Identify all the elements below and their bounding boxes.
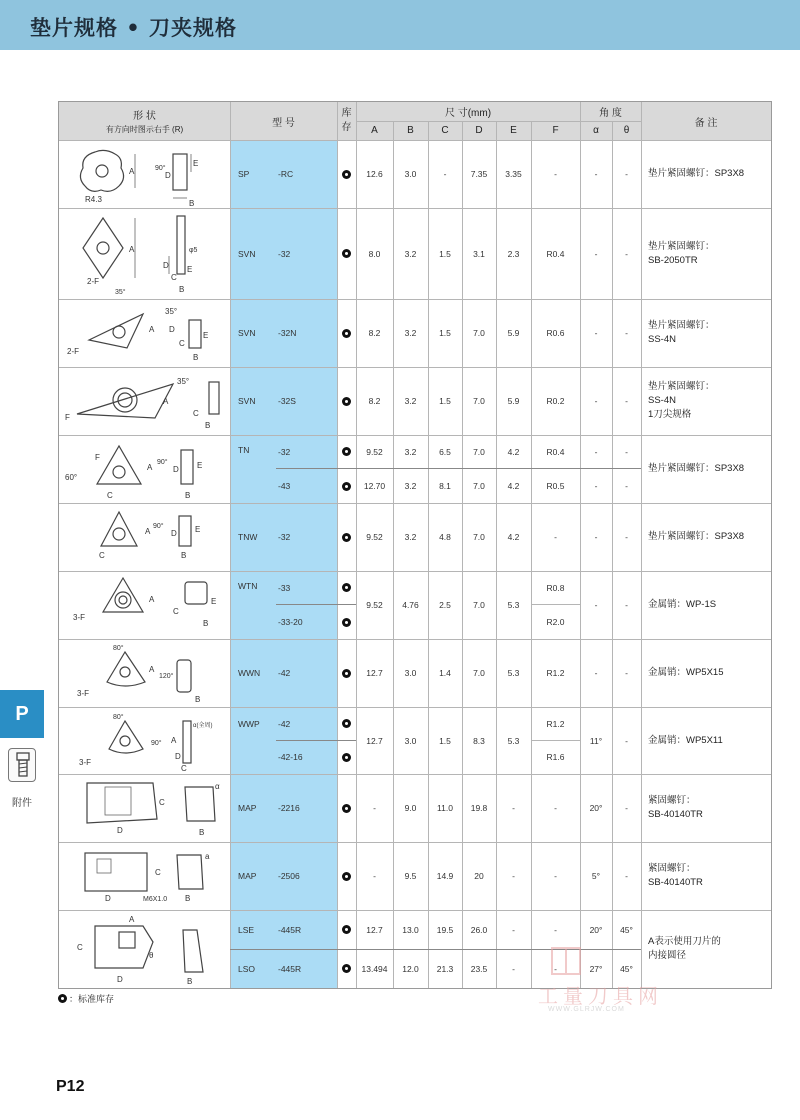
series-map: MAP	[238, 871, 257, 881]
svg-text:E: E	[211, 597, 217, 606]
cell-f: R1.2	[546, 718, 565, 729]
cell-alpha: -	[594, 480, 598, 491]
cell-f: R0.4	[546, 248, 565, 259]
page-number: P12	[56, 1078, 85, 1095]
cell-alpha: 20°	[589, 924, 603, 935]
cell-a: 9.52	[366, 446, 383, 457]
cell-f: R0.5	[546, 480, 565, 491]
svg-text:F: F	[65, 413, 70, 422]
model-wwn-42: -42	[278, 668, 291, 678]
cell-f: -	[554, 963, 557, 974]
cell-c: 1.5	[439, 248, 451, 259]
cell-theta: -	[625, 532, 628, 542]
remark: 金属销：WP5X15	[648, 667, 724, 678]
cell-d: 7.0	[473, 532, 485, 542]
cell-f: R0.4	[546, 446, 565, 457]
header-model: 型 号	[272, 117, 295, 129]
svg-text:C: C	[173, 607, 179, 616]
cell-e: 4.2	[507, 480, 520, 491]
remark: 垫片紧固螺钉： SB-2050TR	[648, 240, 715, 266]
svg-text:A: A	[149, 595, 155, 604]
stock-mark	[342, 482, 351, 491]
model-wwp-42: -42	[278, 718, 291, 729]
cell-alpha: -	[594, 396, 598, 406]
svg-text:B: B	[179, 285, 185, 294]
svg-text:E: E	[193, 159, 199, 168]
stock-mark	[342, 925, 351, 934]
cell-d: 7.0	[473, 396, 485, 406]
cell-b: 13.0	[402, 924, 419, 935]
model-svn-32s: -32S	[278, 396, 296, 406]
cell-alpha: -	[594, 446, 598, 457]
stock-mark	[342, 753, 351, 762]
cell-a: 12.7	[366, 735, 383, 746]
model-wtn-33: -33	[278, 582, 291, 593]
cell-alpha: -	[594, 668, 598, 678]
header-col-alpha: α	[593, 125, 599, 136]
cell-a: 12.6	[366, 169, 383, 179]
svg-text:E: E	[195, 525, 201, 534]
svg-text:90°: 90°	[157, 459, 168, 466]
model-svn-32: -32	[278, 248, 291, 259]
model-svn-32n: -32N	[278, 328, 297, 338]
shim-drawing-svn-32s	[65, 370, 225, 434]
series-tnw: TNW	[238, 532, 258, 542]
cell-b: 3.2	[404, 532, 417, 542]
svg-text:C: C	[159, 798, 165, 807]
svg-text:3-F: 3-F	[79, 758, 91, 767]
stock-mark	[342, 447, 351, 456]
cell-b: 3.2	[404, 248, 417, 259]
cell-e: 5.3	[507, 600, 520, 610]
header-col-theta: θ	[623, 125, 630, 136]
cell-e: -	[512, 924, 515, 935]
remark: 垫片紧固螺钉： SS-4N 1刀尖规格	[648, 381, 715, 420]
cell-alpha: -	[594, 600, 598, 610]
header-bar	[0, 0, 800, 50]
svg-text:D: D	[117, 975, 123, 984]
cell-f: R0.8	[546, 582, 565, 593]
header-stock: 库存	[341, 108, 352, 133]
stock-mark	[342, 583, 351, 592]
cell-c: 4.8	[439, 532, 451, 542]
svg-text:D: D	[169, 325, 175, 334]
series-wtn: WTN	[238, 581, 258, 591]
remark: 紧固螺钉： SB-40140TR	[648, 863, 703, 888]
cell-theta: -	[625, 600, 628, 610]
header-shape-note: 有方向时图示右手 (R)	[105, 124, 184, 134]
series-svn: SVN	[238, 328, 256, 338]
series-sp: SP	[238, 169, 250, 179]
cell-e: 2.3	[507, 248, 520, 259]
svg-text:E: E	[197, 461, 203, 470]
svg-text:E: E	[187, 265, 193, 274]
svg-text:90°: 90°	[151, 740, 162, 747]
cell-theta: -	[625, 735, 628, 746]
cell-d: 8.3	[473, 735, 485, 746]
cell-alpha: -	[594, 532, 598, 542]
shim-drawing-ls	[65, 912, 225, 986]
cell-d: 7.0	[473, 328, 485, 338]
cell-e: -	[512, 963, 515, 974]
svg-text:D: D	[165, 171, 171, 180]
svg-text:M6X1.0: M6X1.0	[143, 896, 168, 903]
svg-text:C: C	[99, 551, 105, 560]
cell-theta: -	[625, 871, 628, 881]
svg-text:B: B	[199, 828, 205, 837]
svg-text:A: A	[171, 736, 177, 745]
svg-text:80°: 80°	[113, 714, 124, 721]
remark: 金属销：WP-1S	[648, 599, 717, 610]
svg-text:α: α	[215, 782, 220, 791]
svg-text:B: B	[203, 619, 209, 628]
svg-text:35°: 35°	[165, 307, 178, 316]
svg-text:C: C	[181, 764, 187, 773]
model-sp-rc: -RC	[278, 169, 294, 179]
svg-text:A: A	[129, 167, 135, 176]
cell-d: 26.0	[470, 924, 488, 935]
series-wwn: WWN	[238, 668, 261, 678]
cell-f: R1.6	[546, 752, 565, 762]
cell-alpha: -	[594, 328, 598, 338]
cell-c: 2.5	[439, 600, 451, 610]
series-map: MAP	[238, 803, 257, 813]
svg-text:90°: 90°	[153, 523, 164, 530]
header-angle: 角 度	[599, 108, 622, 119]
cell-c: 19.5	[436, 924, 454, 935]
cell-theta: -	[625, 480, 628, 491]
cell-a: 13.494	[361, 963, 388, 974]
cell-d: 7.35	[470, 169, 488, 179]
svg-text:D: D	[171, 529, 177, 538]
remark: 垫片紧固螺钉：SP3X8	[648, 463, 745, 474]
shim-drawing-wtn	[65, 574, 225, 638]
cell-alpha: -	[594, 248, 598, 259]
cell-d: 19.8	[470, 803, 488, 813]
shim-drawing-map-2216	[65, 777, 225, 841]
shim-drawing-wwn	[65, 642, 225, 706]
svg-text:3-F: 3-F	[77, 689, 89, 698]
cell-f: -	[554, 803, 557, 813]
series-svn: SVN	[238, 396, 256, 406]
svg-text:C: C	[171, 273, 177, 282]
remark: 紧固螺钉： SB-40140TR	[648, 795, 703, 820]
cell-b: 3.2	[404, 328, 417, 338]
svg-text:C: C	[77, 943, 83, 952]
cell-e: 5.9	[507, 396, 520, 406]
cell-e: 3.35	[505, 169, 522, 179]
cell-f: -	[554, 532, 557, 542]
model-tnw-32: -32	[278, 532, 291, 542]
cell-alpha: 20°	[589, 803, 603, 813]
cell-b: 3.2	[404, 396, 417, 406]
svg-text:A: A	[147, 463, 153, 472]
svg-text:B: B	[195, 695, 201, 704]
cell-f: R0.2	[546, 396, 565, 406]
svg-text:35°: 35°	[115, 289, 126, 296]
svg-text:R4.3: R4.3	[85, 195, 102, 204]
svg-text:θ: θ	[149, 951, 154, 960]
cell-b: 12.0	[402, 963, 419, 974]
stock-mark	[342, 249, 351, 258]
stock-mark	[342, 669, 351, 678]
remark: A表示使用刀片的 内接圆径	[648, 936, 721, 961]
cell-b: 4.76	[402, 600, 419, 610]
cell-d: 3.1	[473, 248, 485, 259]
remark: 垫片紧固螺钉： SS-4N	[648, 320, 715, 345]
svg-text:B: B	[189, 199, 195, 206]
cell-a: -	[373, 871, 376, 881]
cell-a: 12.7	[366, 924, 383, 935]
watermark-logo-icon	[548, 944, 588, 978]
svg-text:α(全周): α(全周)	[193, 723, 213, 729]
watermark-text: 工量刀具网	[538, 984, 663, 1008]
cell-e: 4.2	[507, 532, 520, 542]
cell-b: 9.0	[404, 803, 417, 813]
cell-b: 3.2	[404, 480, 417, 491]
cell-b: 9.5	[404, 871, 417, 881]
svg-text:B: B	[185, 491, 191, 500]
cell-alpha: 5°	[591, 871, 601, 881]
cell-d: 7.0	[473, 446, 485, 457]
model-map-2506: -2506	[278, 871, 300, 881]
svg-text:F: F	[95, 453, 100, 462]
header-col-d: D	[475, 125, 483, 136]
spec-table	[58, 101, 772, 989]
cell-e: -	[512, 803, 515, 813]
model-tn-43: -43	[278, 480, 291, 491]
cell-theta: -	[625, 396, 628, 406]
svg-text:C: C	[193, 409, 199, 418]
model-wwp-42-16: -42-16	[278, 752, 303, 762]
cell-e: -	[512, 871, 515, 881]
cell-f: R1.2	[546, 668, 565, 678]
series-tn: TN	[238, 445, 250, 455]
cell-d: 23.5	[470, 963, 488, 974]
svg-text:D: D	[117, 826, 123, 835]
cell-theta: -	[625, 169, 628, 179]
stock-mark	[342, 397, 351, 406]
stock-mark	[342, 533, 351, 542]
cell-c: 14.9	[436, 871, 454, 881]
cell-c: 8.1	[439, 480, 451, 491]
shim-drawing-wwp	[65, 709, 225, 773]
cell-f: R0.6	[546, 328, 565, 338]
shim-drawing-svn-32n	[65, 302, 225, 366]
cell-d: 20	[474, 871, 484, 881]
cell-b: 3.0	[404, 668, 417, 678]
cell-theta: -	[625, 328, 628, 338]
svg-text:A: A	[145, 527, 151, 536]
cell-theta: 45°	[620, 924, 633, 935]
shim-drawing-svn-32	[65, 212, 225, 298]
cell-theta: -	[625, 248, 628, 259]
svg-text:C: C	[155, 868, 161, 877]
stock-mark	[342, 329, 351, 338]
svg-text:a: a	[205, 852, 210, 861]
header-dims: 尺 寸(mm)	[444, 108, 492, 119]
header-shape: 形 状	[133, 110, 156, 122]
shim-drawing-tn	[65, 438, 225, 502]
cell-c: 1.5	[439, 735, 451, 746]
model-lse-445r: -445R	[278, 924, 302, 935]
svg-text:D: D	[105, 894, 111, 903]
cell-alpha: -	[594, 169, 598, 179]
svg-text:2-F: 2-F	[67, 347, 79, 356]
cell-f: -	[554, 169, 557, 179]
svg-text:E: E	[203, 331, 209, 340]
cell-f: -	[554, 871, 557, 881]
cell-a: 9.52	[366, 600, 383, 610]
series-lso: LSO	[238, 963, 256, 974]
model-wtn-33-20: -33-20	[278, 616, 303, 627]
stock-mark	[58, 994, 67, 1003]
cell-alpha: 11°	[589, 735, 603, 746]
series-wwp: WWP	[238, 718, 260, 729]
shim-drawing-tnw	[65, 506, 225, 570]
stock-mark	[342, 719, 351, 728]
svg-text:D: D	[173, 465, 179, 474]
model-map-2216: -2216	[278, 803, 300, 813]
svg-text:2-F: 2-F	[87, 277, 99, 286]
legend-text: ：标准库存	[69, 994, 115, 1004]
cell-theta: 45°	[620, 963, 633, 974]
svg-text:A: A	[149, 665, 155, 674]
svg-text:A: A	[129, 245, 135, 254]
model-tn-32: -32	[278, 446, 291, 457]
stock-mark	[342, 872, 351, 881]
legend	[58, 992, 114, 1005]
cell-c: 1.4	[439, 668, 451, 678]
svg-text:D: D	[175, 752, 181, 761]
header-col-e: E	[510, 125, 517, 136]
cell-c: 1.5	[439, 396, 451, 406]
cell-c: 11.0	[437, 803, 453, 813]
stock-mark	[342, 804, 351, 813]
shim-drawing-sp	[65, 144, 225, 206]
svg-text:D: D	[163, 261, 169, 270]
remark: 金属销：WP5X11	[648, 734, 723, 746]
watermark	[520, 940, 670, 1020]
header-col-f: F	[552, 125, 559, 136]
section-tab-p[interactable]: P	[0, 690, 44, 738]
remark: 垫片紧固螺钉：SP3X8	[648, 531, 745, 542]
shim-drawing-map-2506	[65, 845, 225, 909]
header-remark: 备 注	[694, 117, 718, 129]
cell-d: 7.0	[473, 480, 485, 491]
svg-text:120°: 120°	[159, 673, 174, 680]
cell-b: 3.0	[404, 169, 417, 179]
screw-icon	[8, 748, 36, 782]
svg-text:C: C	[107, 491, 113, 500]
svg-text:C: C	[179, 339, 185, 348]
svg-text:60°: 60°	[65, 473, 78, 482]
series-lse: LSE	[238, 924, 255, 935]
cell-b: 3.0	[404, 735, 417, 746]
cell-d: 7.0	[473, 668, 485, 678]
cell-c: -	[443, 169, 447, 179]
cell-b: 3.2	[404, 446, 417, 457]
cell-e: 5.3	[507, 668, 520, 678]
cell-theta: -	[625, 803, 628, 813]
cell-c: 21.3	[436, 963, 454, 974]
section-label: 附件	[12, 798, 32, 809]
stock-mark	[342, 170, 351, 179]
remark: 垫片紧固螺钉：SP3X8	[648, 168, 745, 179]
cell-theta: -	[625, 446, 628, 457]
svg-text:B: B	[205, 421, 211, 430]
svg-text:B: B	[185, 894, 191, 903]
cell-e: 5.9	[507, 328, 520, 338]
cell-a: 8.2	[368, 396, 381, 406]
svg-text:B: B	[181, 551, 187, 560]
cell-a: -	[373, 803, 376, 813]
cell-f: -	[554, 924, 557, 935]
svg-text:A: A	[163, 397, 169, 406]
header-col-b: B	[407, 125, 414, 136]
cell-a: 12.7	[366, 668, 383, 678]
series-svn: SVN	[238, 248, 256, 259]
cell-e: 4.2	[507, 446, 520, 457]
cell-e: 5.3	[507, 735, 520, 746]
cell-d: 7.0	[473, 600, 485, 610]
svg-text:3-F: 3-F	[73, 613, 85, 622]
cell-a: 8.2	[368, 328, 381, 338]
cell-c: 1.5	[439, 328, 451, 338]
svg-text:B: B	[193, 353, 199, 362]
page-title: 垫片规格 • 刀夹规格	[30, 16, 238, 40]
cell-a: 8.0	[368, 248, 381, 259]
svg-text:80°: 80°	[113, 645, 124, 652]
svg-text:B: B	[187, 977, 193, 986]
svg-text:A: A	[149, 325, 155, 334]
svg-text:90°: 90°	[155, 165, 166, 172]
svg-text:A: A	[129, 915, 135, 924]
model-lso-445r: -445R	[278, 963, 302, 974]
cell-f: R2.0	[546, 616, 565, 627]
cell-a: 9.52	[366, 532, 383, 542]
header-col-a: A	[371, 125, 378, 136]
stock-mark	[342, 964, 351, 973]
svg-text:φ5: φ5	[189, 247, 198, 254]
cell-theta: -	[625, 668, 628, 678]
svg-text:35°: 35°	[177, 377, 190, 386]
stock-mark	[342, 618, 351, 627]
cell-alpha: 27°	[589, 963, 603, 974]
watermark-url: WWW.GLRJW.COM	[548, 1006, 625, 1013]
header-col-c: C	[441, 125, 449, 136]
cell-a: 12.70	[363, 480, 386, 491]
cell-c: 6.5	[439, 446, 451, 457]
